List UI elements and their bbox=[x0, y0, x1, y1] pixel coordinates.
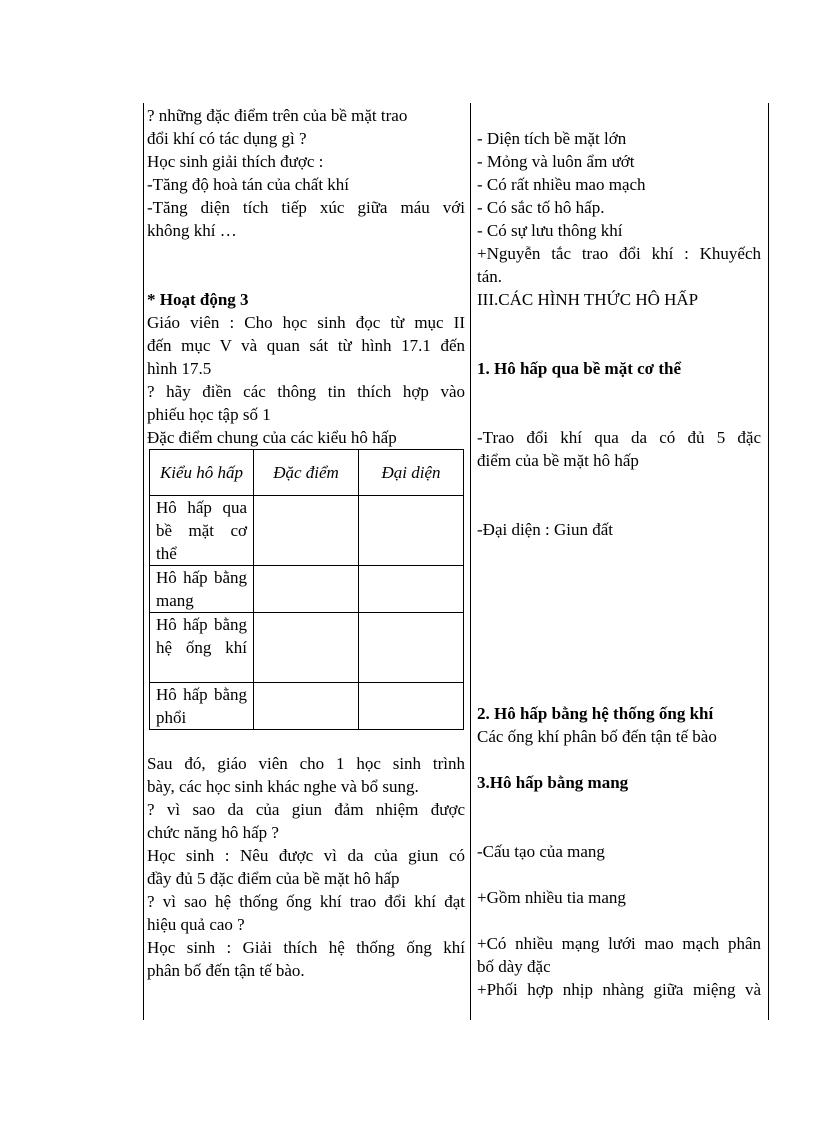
table-cell-empty bbox=[254, 566, 359, 613]
tube-description: Các ống khí phân bố đến tận tế bào bbox=[477, 727, 717, 746]
skin-exchange-line-2: điểm của bề mặt hô hấp bbox=[477, 451, 639, 470]
student-answer-1-line-1: Học sinh : Nêu được vì da của giun có bbox=[147, 846, 465, 865]
question-1-line-1: ? những đặc điểm trên của bề mặt trao bbox=[147, 106, 408, 125]
feature-4: - Có sắc tố hô hấp. bbox=[477, 198, 605, 217]
student-point-2-line-2: không khí … bbox=[147, 221, 237, 240]
right-column bbox=[477, 104, 761, 1001]
question-4-line-1: ? vì sao hệ thống ống khí trao đổi khí đạt bbox=[147, 892, 465, 911]
feature-5: - Có sự lưu thông khí bbox=[477, 221, 623, 240]
table-cell-empty bbox=[359, 566, 464, 613]
left-border-line bbox=[143, 103, 144, 1020]
table-row-label: Hô hấp bằng phổi bbox=[150, 683, 254, 730]
teacher-line-1: Giáo viên : Cho học sinh đọc từ mục II bbox=[147, 313, 465, 332]
table-row-label: Hô hấp bằng hệ ống khí bbox=[150, 613, 254, 683]
table-cell-empty bbox=[359, 496, 464, 566]
middle-border-line bbox=[470, 103, 471, 1020]
gill-point-3: +Phối hợp nhịp nhàng giữa miệng và bbox=[477, 980, 761, 999]
table-header-feature: Đặc điểm bbox=[254, 450, 359, 496]
principle-line-1: +Nguyễn tắc trao đổi khí : Khuyếch bbox=[477, 244, 761, 263]
heading-1: 1. Hô hấp qua bề mặt cơ thể bbox=[477, 359, 681, 378]
feature-3: - Có rất nhiều mao mạch bbox=[477, 175, 646, 194]
table-cell-empty bbox=[254, 683, 359, 730]
heading-3: 3.Hô hấp bằng mang bbox=[477, 773, 629, 792]
student-answer-2-line-2: phân bố đến tận tế bào. bbox=[147, 961, 305, 980]
student-answer-2-line-1: Học sinh : Giải thích hệ thống ống khí bbox=[147, 938, 465, 957]
gill-structure: -Cấu tạo của mang bbox=[477, 842, 605, 861]
representative: -Đại diện : Giun đất bbox=[477, 520, 613, 539]
feature-1: - Diện tích bề mặt lớn bbox=[477, 129, 627, 148]
respiration-types-table bbox=[149, 449, 464, 730]
question-1-line-2: đổi khí có tác dụng gì ? bbox=[147, 129, 307, 148]
gill-point-1: +Gồm nhiều tia mang bbox=[477, 888, 626, 907]
table-row-label: Hô hấp qua bề mặt cơ thể bbox=[150, 496, 254, 566]
question-2-line-1: ? hãy điền các thông tin thích hợp vào bbox=[147, 382, 465, 401]
teacher-line-3: hình 17.5 bbox=[147, 359, 212, 378]
table-cell-empty bbox=[254, 613, 359, 683]
gill-point-2-line-1: +Có nhiều mạng lưới mao mạch phân bbox=[477, 934, 761, 953]
after-table-line-1: Sau đó, giáo viên cho 1 học sinh trình bbox=[147, 754, 465, 773]
table-cell-empty bbox=[359, 683, 464, 730]
student-answer-1-line-2: đầy đủ 5 đặc điểm của bề mặt hô hấp bbox=[147, 869, 400, 888]
skin-exchange-line-1: -Trao đổi khí qua da có đủ 5 đặc bbox=[477, 428, 761, 447]
table-header-type: Kiểu hô hấp bbox=[150, 450, 254, 496]
question-3-line-1: ? vì sao da của giun đảm nhiệm được bbox=[147, 800, 465, 819]
activity-3-title: * Hoạt động 3 bbox=[147, 290, 249, 309]
heading-2: 2. Hô hấp bằng hệ thống ống khí bbox=[477, 704, 714, 723]
question-2-line-2: phiếu học tập số 1 bbox=[147, 405, 271, 424]
feature-2: - Mỏng và luôn ẩm ướt bbox=[477, 152, 635, 171]
left-column bbox=[147, 104, 465, 982]
principle-line-2: tán. bbox=[477, 267, 503, 286]
section-iii-title: III.CÁC HÌNH THỨC HÔ HẤP bbox=[477, 290, 699, 309]
table-caption: Đặc điểm chung của các kiểu hô hấp bbox=[147, 428, 397, 447]
student-explain: Học sinh giải thích được : bbox=[147, 152, 324, 171]
after-table-line-2: bày, các học sinh khác nghe và bổ sung. bbox=[147, 777, 419, 796]
question-4-line-2: hiệu quả cao ? bbox=[147, 915, 245, 934]
table-header-representative: Đại diện bbox=[359, 450, 464, 496]
question-3-line-2: chức năng hô hấp ? bbox=[147, 823, 279, 842]
table-cell-empty bbox=[254, 496, 359, 566]
student-point-2-line-1: -Tăng diện tích tiếp xúc giữa máu với bbox=[147, 198, 465, 217]
gill-point-2-line-2: bố dày đặc bbox=[477, 957, 551, 976]
student-point-1: -Tăng độ hoà tán của chất khí bbox=[147, 175, 350, 194]
table-cell-empty bbox=[359, 613, 464, 683]
right-border-line bbox=[768, 103, 769, 1020]
table-row-label: Hô hấp bằng mang bbox=[150, 566, 254, 613]
teacher-line-2: đến mục V và quan sát từ hình 17.1 đến bbox=[147, 336, 465, 355]
